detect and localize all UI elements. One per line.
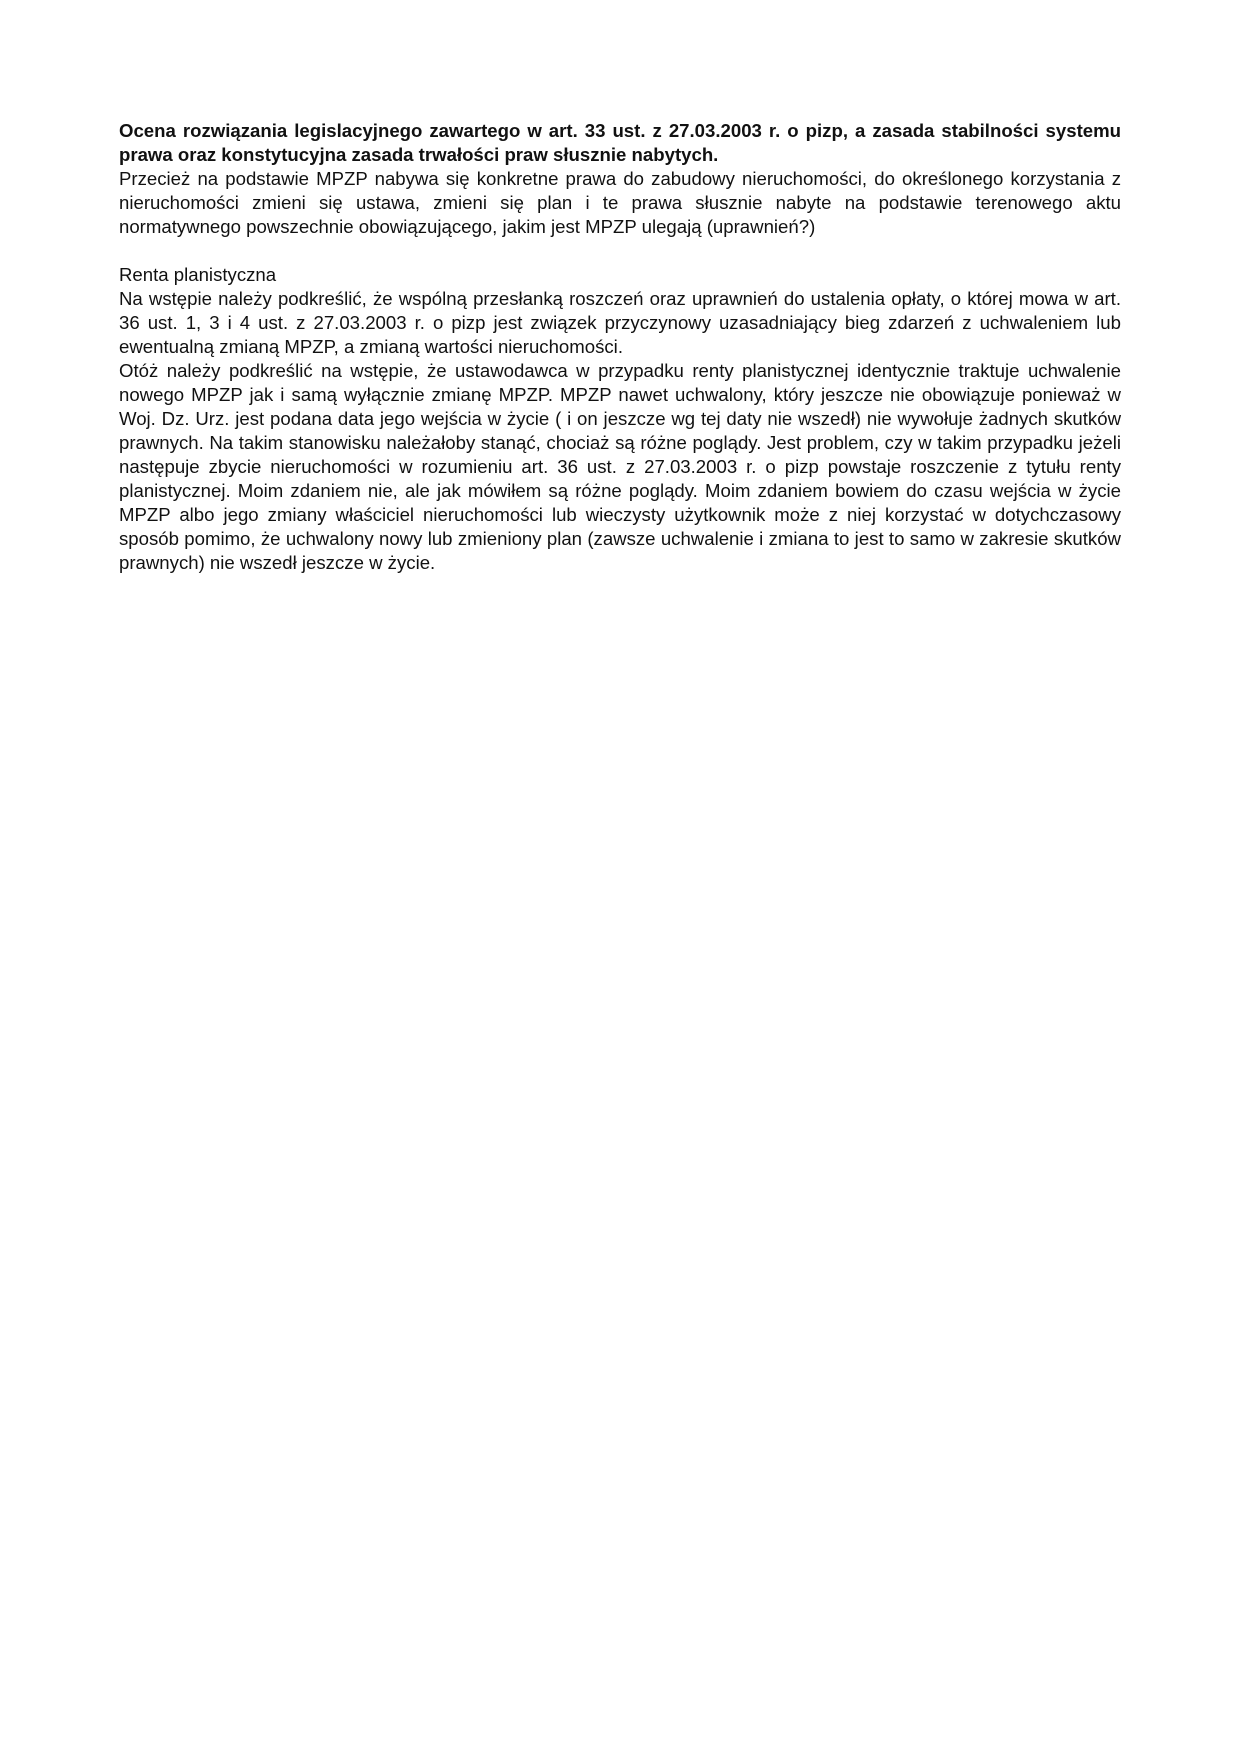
section-body: Przecież na podstawie MPZP nabywa się konkretne prawa do zabudowy nieruchomości, do określonego korzystania z nieruchomości zmieni się ustawa, zmieni się plan i te prawa słusznie nabyte na podstawie terenowego aktu normatywnego powszechnie obowiązującego, jakim jest MPZP ulegają (uprawnień?) bbox=[119, 168, 1121, 237]
paragraph-renta-2: Otóż należy podkreślić na wstępie, że ustawodawca w przypadku renty planistycznej identycznie traktuje uchwalenie nowego MPZP jak i samą wyłącznie zmianę MPZP. MPZP nawet uchwalony, który jeszcze nie obowiązuje ponieważ w Woj. Dz. Urz. jest podana data jego wejścia w życie ( i on jeszcze wg tej daty nie wszedł) nie wywołuje żadnych skutków prawnych. Na takim stanowisku należałoby stanąć, chociaż są różne poglądy. Jest problem, czy w takim przypadku jeżeli następuje zbycie nieruchomości w rozumieniu art. 36 ust. z 27.03.2003 r. o pizp powstaje roszczenie z tytułu renty planistycznej. Moim zdaniem nie, ale jak mówiłem są różne poglądy. Moim zdaniem bowiem do czasu wejścia w życie MPZP albo jego zmiany właściciel nieruchomości lub wieczysty użytkownik może z niej korzystać w dotychczasowy sposób pomimo, że uchwalony nowy lub zmieniony plan (zawsze uchwalenie i zmiana to jest to samo w zakresie skutków prawnych) nie wszedł jeszcze w życie. bbox=[119, 360, 1121, 573]
paragraph-spacer bbox=[119, 239, 1121, 263]
section-title: Ocena rozwiązania legislacyjnego zawartego w art. 33 ust. z 27.03.2003 r. o pizp, a zasada stabilności systemu prawa oraz konstytucyjna zasada trwałości praw słusznie nabytych. bbox=[119, 120, 1121, 165]
document-content bbox=[119, 119, 1121, 575]
section-heading: Renta planistyczna bbox=[119, 264, 277, 285]
paragraph-renta-1: Na wstępie należy podkreślić, że wspólną przesłanką roszczeń oraz uprawnień do ustalenia opłaty, o której mowa w art. 36 ust. 1, 3 i 4 ust. z 27.03.2003 r. o pizp jest związek przyczynowy uzasadniający bieg zdarzeń z uchwaleniem lub ewentualną zmianą MPZP, a zmianą wartości nieruchomości. bbox=[119, 288, 1121, 357]
